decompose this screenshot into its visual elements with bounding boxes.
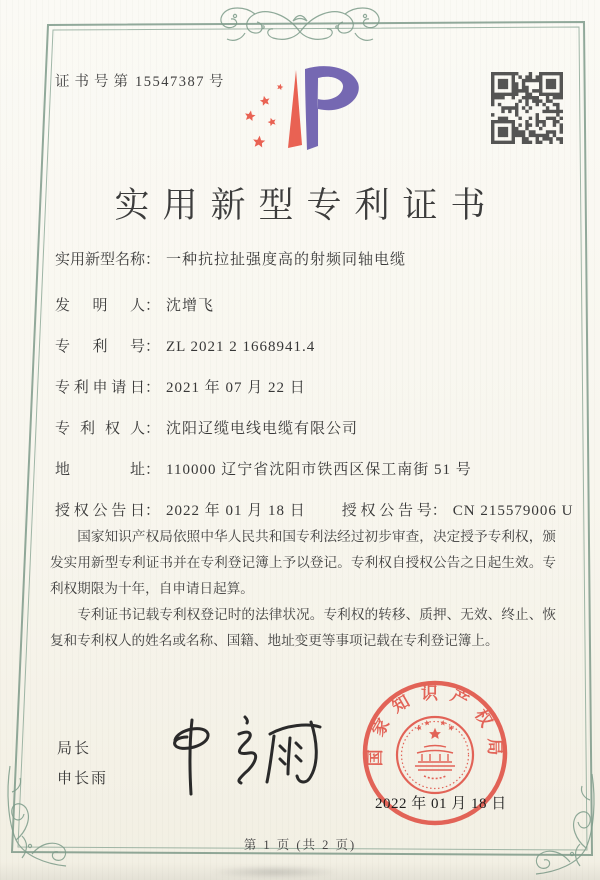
certificate-number-suffix: 号 <box>209 74 224 90</box>
field-label: 专利权人 <box>55 421 145 437</box>
field-label: 专利申请日 <box>55 380 145 396</box>
signer-title: 局长 <box>57 741 92 757</box>
legal-text <box>50 524 556 654</box>
field-row-address: 地址： 110000 辽宁省沈阳市铁西区保工南街 51 号 <box>55 462 472 478</box>
field-label: 专利号 <box>55 339 145 355</box>
certificate-number <box>55 70 224 91</box>
field-row-name: 实用新型名称： 一种抗拉扯强度高的射频同轴电缆 <box>55 252 407 268</box>
field-value: 110000 辽宁省沈阳市铁西区保工南街 51 号 <box>166 462 472 478</box>
page-footer: 第 1 页 (共 2 页) <box>243 838 357 852</box>
field-value: ZL 2021 2 1668941.4 <box>166 339 316 355</box>
grant-date-label: 授权公告日 <box>55 503 145 519</box>
signer-block <box>57 734 108 794</box>
certificate-number-digits: 15547387 <box>135 74 205 90</box>
field-row-patent-no: 专利号： ZL 2021 2 1668941.4 <box>55 339 316 355</box>
field-label: 实用新型名称 <box>55 252 146 268</box>
field-row-inventor: 发明人： 沈增飞 <box>55 298 215 314</box>
field-list <box>55 250 574 542</box>
page-title: 实用新型专利证书 <box>114 186 499 225</box>
field-value: 一种抗拉扯强度高的射频同轴电缆 <box>166 252 407 268</box>
field-label: 地址 <box>55 462 145 478</box>
svg-text:国家知识产权局 <box>366 684 504 767</box>
grant-no-label: 授权公告号 <box>341 503 432 519</box>
cnipa-patent-logo-icon <box>232 60 367 160</box>
handwritten-signature <box>160 710 335 805</box>
seal-text: 国家知识产权局 <box>365 683 505 767</box>
legal-paragraph-2: 专利证书记载专利权登记时的法律状况。专利权的转移、质押、无效、终止、恢复和专利权人的姓名或名称、国籍、地址变更等事项记载在专利登记簿上。 <box>50 607 556 648</box>
field-value: 2021 年 07 月 22 日 <box>166 380 306 396</box>
grant-date-value: 2022 年 01 月 18 日 <box>166 503 306 519</box>
paper-edge-shadow <box>0 862 600 880</box>
certificate-number-prefix: 证书号第 <box>55 74 133 90</box>
signer-name: 申长雨 <box>57 771 109 787</box>
field-value: 沈增飞 <box>166 298 215 314</box>
field-value: 沈阳辽缆电线电缆有限公司 <box>166 421 359 437</box>
qr-code <box>491 72 563 144</box>
field-row-filing-date: 专利申请日： 2021 年 07 月 22 日 <box>55 380 306 396</box>
field-row-grant: 授权公告日： 2022 年 01 月 18 日 授权公告号： CN 215579006 U <box>55 503 574 519</box>
field-row-patentee: 专利权人： 沈阳辽缆电线电缆有限公司 <box>55 421 359 437</box>
legal-paragraph-1: 国家知识产权局依照中华人民共和国专利法经过初步审查，决定授予专利权，颁发实用新型专利证书并在专利登记簿上予以登记。专利权自授权公告之日起生效。专利权期限为十年，自申请日起算。 <box>50 529 556 596</box>
grant-no-value: CN 215579006 U <box>452 503 574 519</box>
field-label: 发明人 <box>55 298 145 314</box>
seal-date: 2022 年 01 月 18 日 <box>375 796 507 812</box>
top-ornament <box>205 2 395 48</box>
